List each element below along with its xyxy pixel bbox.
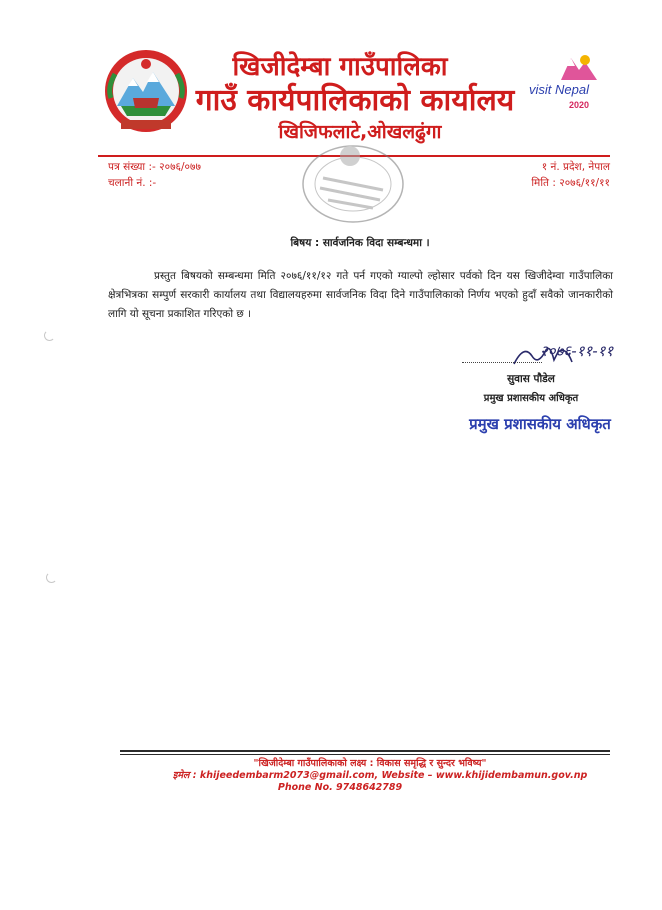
province-label: १ नं. प्रदेश, नेपाल — [541, 161, 610, 173]
letter-body: प्रस्तुत बिषयको सम्बन्धमा मिति २०७६/११/१२ गते पर्न गएको ग्याल्पो ल्होसार पर्वको दिन यस खिजीदेम्वा गाउँपालिका क्षेत्रभित्रका सम्पुर्ण सरकारी कार्यालय तथा विद्यालयहरुमा सार्वजनिक विदा दिने गाउँपालिकाको निर्णय भएको हुदाँ सवैको जानकारीको लागि यो सूचना प्रकाशित गरिएको छ । — [108, 270, 613, 320]
punch-hole-mark — [46, 572, 57, 583]
signatory-title: प्रमुख प्रशासकीय अधिकृत — [483, 393, 579, 404]
dispatch-number: चलानी नं. :- — [108, 177, 157, 189]
footer-phone: Phone No. 9748642789 — [277, 782, 403, 793]
visit-nepal-text: visit Nepal — [529, 82, 589, 97]
letter-number: पत्र संख्या :- २०७६/०७७ — [108, 161, 201, 173]
letter-subject: बिषय : सार्वजनिक विदा सम्बन्धमा । — [290, 237, 430, 249]
header-municipality-name: खिजीदेम्बा गाउँपालिका — [232, 52, 448, 82]
visit-nepal-logo — [527, 50, 609, 112]
footer-divider-thin — [120, 754, 610, 755]
footer-divider — [120, 750, 610, 752]
letter-date: मिति : २०७६/११/११ — [531, 177, 610, 189]
signature-date: २०७६-११-११ — [540, 342, 614, 360]
footer-motto: "खिजीदेम्बा गाउँपालिकाको लक्ष्य : विकास समृद्धि र सुन्दर भविष्य" — [253, 758, 487, 769]
signatory-name: सुवास पौडेल — [507, 373, 555, 385]
footer-contact: इमेल : khijeedembarm2073@gmail.com, Website – www.khijidembamun.gov.np — [172, 770, 588, 781]
visit-nepal-year: 2020 — [569, 100, 590, 110]
official-seal-stamp — [298, 138, 408, 226]
visit-nepal-mountain-icon — [527, 50, 609, 112]
government-emblem-logo — [103, 48, 189, 134]
header-office-name: गाउँ कार्यपालिकाको कार्यालय — [195, 83, 515, 118]
designation-stamp: प्रमुख प्रशासकीय अधिकृत — [469, 415, 611, 433]
signature-line — [462, 360, 542, 363]
punch-hole-mark — [44, 330, 55, 341]
header-address: खिजिफलाटे,ओखलढुंगा — [278, 121, 442, 143]
